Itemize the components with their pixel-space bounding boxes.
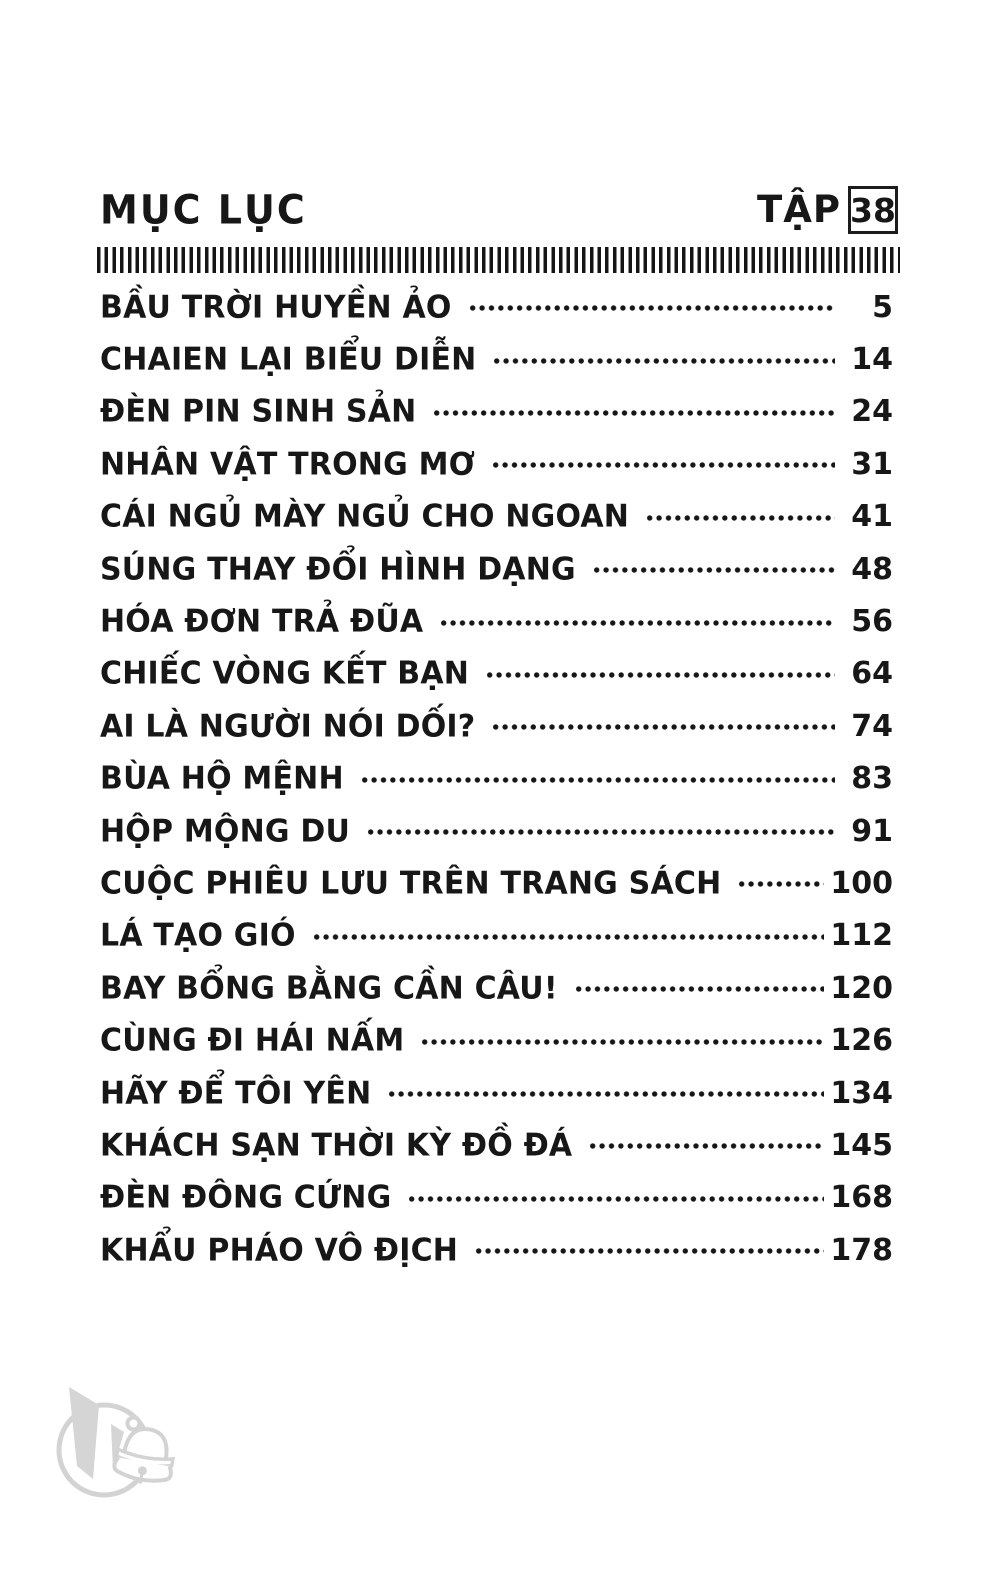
page-title: MỤC LỤC bbox=[100, 186, 307, 234]
toc-entry-page: 48 bbox=[851, 551, 893, 587]
page-header bbox=[100, 186, 898, 234]
dot-leader bbox=[735, 878, 824, 890]
toc-entry bbox=[100, 962, 893, 1014]
dot-leader bbox=[364, 826, 835, 838]
toc-entry-title: ĐÈN PIN SINH SẢN bbox=[100, 393, 417, 431]
toc-entry-title: LÁ TẠO GIÓ bbox=[100, 917, 296, 955]
dot-leader bbox=[466, 302, 835, 314]
logo-sail-large bbox=[69, 1387, 99, 1479]
dot-leader bbox=[483, 669, 835, 681]
dot-leader bbox=[430, 407, 835, 419]
toc-entry bbox=[100, 491, 893, 543]
toc-entry-title: CÁI NGỦ MÀY NGỦ CHO NGOAN bbox=[100, 498, 630, 535]
toc-entry bbox=[100, 333, 893, 385]
toc-entry bbox=[100, 857, 893, 909]
dot-leader bbox=[643, 512, 835, 524]
dot-leader bbox=[418, 1036, 824, 1048]
volume-label: TẬP bbox=[757, 187, 841, 231]
dot-leader bbox=[385, 1088, 824, 1100]
dot-leader bbox=[572, 983, 825, 995]
table-of-contents bbox=[100, 281, 893, 1276]
toc-entry bbox=[100, 805, 893, 857]
toc-entry-page: 56 bbox=[851, 604, 893, 640]
toc-entry-page: 83 bbox=[851, 761, 893, 797]
toc-entry-page: 120 bbox=[830, 970, 893, 1006]
toc-entry bbox=[100, 1172, 893, 1224]
toc-entry-title: CUỘC PHIÊU LƯU TRÊN TRANG SÁCH bbox=[100, 865, 722, 902]
dot-leader bbox=[437, 617, 835, 629]
toc-entry-page: 145 bbox=[830, 1127, 893, 1163]
toc-entry-page: 14 bbox=[851, 342, 893, 378]
toc-entry-page: 41 bbox=[851, 499, 893, 535]
dot-leader bbox=[590, 564, 835, 576]
dot-leader bbox=[472, 1245, 824, 1257]
toc-entry-title: KHẨU PHÁO VÔ ĐỊCH bbox=[100, 1232, 459, 1269]
dot-leader bbox=[358, 774, 835, 786]
toc-entry-page: 168 bbox=[830, 1180, 893, 1216]
toc-entry-page: 5 bbox=[872, 289, 893, 325]
toc-entry-page: 64 bbox=[851, 656, 893, 692]
toc-entry-title: ĐÈN ĐÔNG CỨNG bbox=[100, 1179, 392, 1217]
toc-entry-title: KHÁCH SẠN THỜI KỲ ĐỒ ĐÁ bbox=[100, 1127, 573, 1164]
toc-entry-title: BẦU TRỜI HUYỀN ẢO bbox=[100, 288, 452, 326]
toc-entry-title: BÙA HỘ MỆNH bbox=[100, 760, 344, 797]
toc-entry bbox=[100, 386, 893, 438]
toc-entry-title: HÓA ĐƠN TRẢ ĐŨA bbox=[100, 603, 424, 640]
bell-icon bbox=[112, 1416, 179, 1489]
toc-entry-title: BAY BỔNG BẰNG CẦN CÂU! bbox=[100, 970, 558, 1007]
dot-leader bbox=[586, 1140, 824, 1152]
dot-leader bbox=[310, 931, 825, 943]
striped-divider bbox=[97, 247, 900, 273]
toc-entry-title: CHIẾC VÒNG KẾT BẠN bbox=[100, 655, 470, 693]
volume-indicator bbox=[757, 186, 898, 234]
toc-entry bbox=[100, 1014, 893, 1066]
publisher-bell-logo-icon bbox=[46, 1374, 182, 1530]
dot-leader bbox=[405, 1193, 824, 1205]
toc-entry-page: 126 bbox=[830, 1023, 893, 1059]
toc-entry bbox=[100, 1119, 893, 1171]
toc-entry bbox=[100, 910, 893, 962]
toc-entry-title: HỘP MỘNG DU bbox=[100, 812, 351, 850]
dot-leader bbox=[489, 721, 835, 733]
toc-entry-title: SÚNG THAY ĐỔI HÌNH DẠNG bbox=[100, 550, 576, 588]
toc-entry-page: 91 bbox=[851, 813, 893, 849]
toc-entry-page: 134 bbox=[830, 1075, 893, 1111]
toc-entry-title: CÙNG ĐI HÁI NẤM bbox=[100, 1022, 405, 1059]
toc-entry bbox=[100, 1224, 893, 1276]
toc-entry bbox=[100, 438, 893, 490]
dot-leader bbox=[490, 355, 835, 367]
toc-entry bbox=[100, 753, 893, 805]
toc-entry-title: CHAIEN LẠI BIỂU DIỄN bbox=[100, 341, 477, 378]
toc-entry-title: AI LÀ NGƯỜI NÓI DỐI? bbox=[100, 708, 476, 745]
toc-entry-page: 74 bbox=[851, 708, 893, 744]
toc-entry bbox=[100, 700, 893, 752]
toc-entry bbox=[100, 1067, 893, 1119]
toc-entry-page: 24 bbox=[851, 394, 893, 430]
toc-entry bbox=[100, 281, 893, 333]
toc-entry-page: 178 bbox=[830, 1232, 893, 1268]
toc-entry bbox=[100, 595, 893, 647]
toc-entry-title: NHÂN VẬT TRONG MƠ bbox=[100, 446, 476, 483]
toc-entry-page: 31 bbox=[851, 446, 893, 482]
toc-entry bbox=[100, 648, 893, 700]
toc-entry bbox=[100, 543, 893, 595]
toc-entry-page: 112 bbox=[830, 918, 893, 954]
dot-leader bbox=[489, 459, 835, 471]
toc-entry-title: HÃY ĐỂ TÔI YÊN bbox=[100, 1074, 372, 1112]
volume-number-box: 38 bbox=[848, 186, 898, 234]
toc-entry-page: 100 bbox=[830, 865, 893, 901]
